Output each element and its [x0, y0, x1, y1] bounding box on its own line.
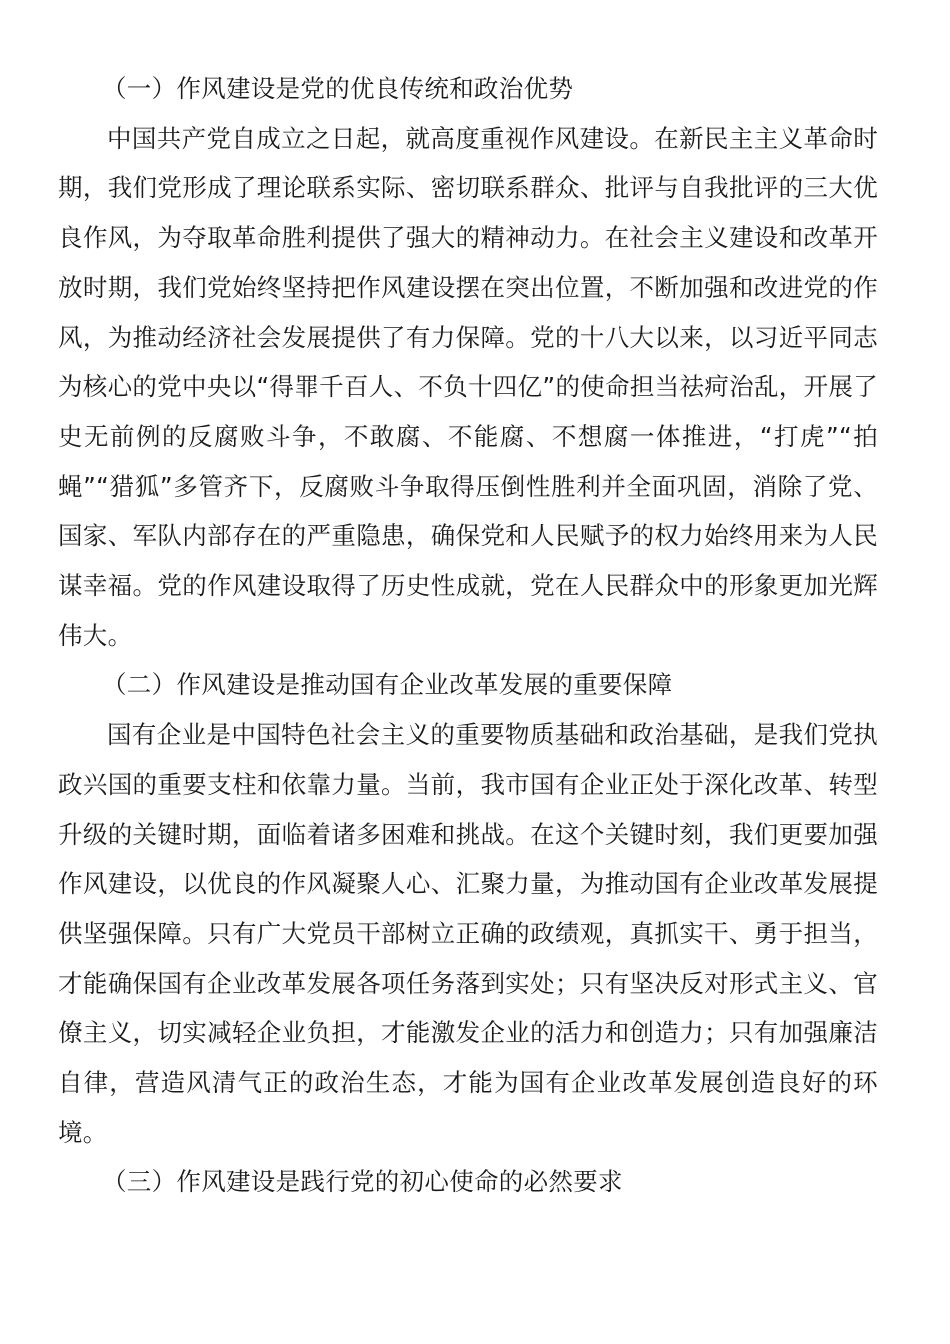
- document-page: [58, 64, 878, 1207]
- section-heading-2: （二）作风建设是推动国有企业改革发展的重要保障: [102, 670, 673, 700]
- section-paragraph-1: 中国共产党自成立之日起，就高度重视作风建设。在新民主主义革命时期，我们党形成了理论联系实际、密切联系群众、批评与自我批评的三大优良作风，为夺取革命胜利提供了强大的精神动力。在社会主义建设和改革开放时期，我们党始终坚持把作风建设摆在突出位置，不断加强和改进党的作风，为推动经济社会发展提供了有力保障。党的十八大以来，以习近平同志为核心的党中央以“得罪千百人、不负十四亿”的使命担当祛疴治乱，开展了史无前例的反腐败斗争，不敢腐、不能腐、不想腐一体推进，“打虎”“拍蝇”“猎狐”多管齐下，反腐败斗争取得压倒性胜利并全面巩固，消除了党、国家、军队内部存在的严重隐患，确保党和人民赋予的权力始终用来为人民谋幸福。党的作风建设取得了历史性成就，党在人民群众中的形象更加光辉伟大。: [58, 123, 878, 650]
- section-heading-1: （一）作风建设是党的优良传统和政治优势: [102, 74, 574, 103]
- section-paragraph-2: 国有企业是中国特色社会主义的重要物质基础和政治基础，是我们党执政兴国的重要支柱和依靠力量。当前，我市国有企业正处于深化改革、转型升级的关键时期，面临着诸多困难和挑战。在这个关键时刻，我们更要加强作风建设，以优良的作风凝聚人心、汇聚力量，为推动国有企业改革发展提供坚强保障。只有广大党员干部树立正确的政绩观，真抓实干、勇于担当，才能确保国有企业改革发展各项任务落到实处；只有坚决反对形式主义、官僚主义，切实减轻企业负担，才能激发企业的活力和创造力；只有加强廉洁自律，营造风清气正的政治生态，才能为国有企业改革发展创造良好的环境。: [58, 720, 878, 1147]
- section-heading-3: （三）作风建设是践行党的初心使命的必然要求: [102, 1167, 623, 1197]
